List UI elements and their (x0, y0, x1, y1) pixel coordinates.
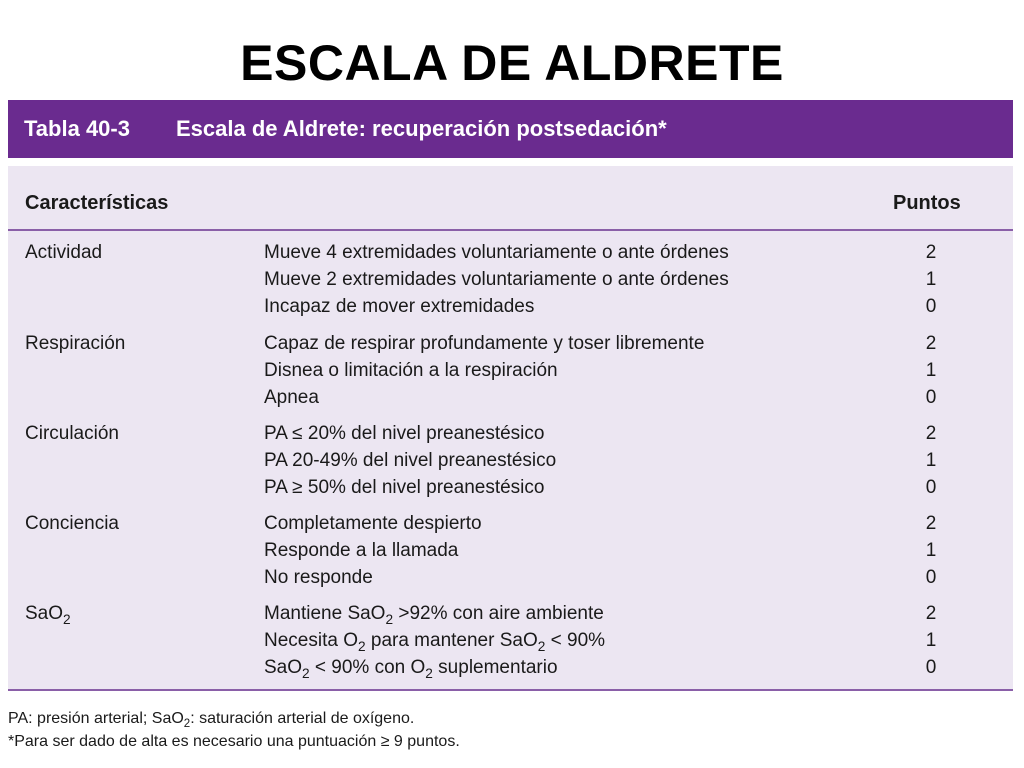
row-category: Circulación (25, 423, 119, 444)
criterion-description: Apnea (264, 387, 319, 408)
caption-divider (8, 158, 1013, 166)
footnote-abbreviations: PA: presión arterial; SaO$_2$: saturación arterial de oxígeno. (8, 710, 415, 731)
criterion-points: 0 (925, 387, 937, 408)
table-bottom-rule (8, 689, 1013, 691)
criterion-description: Incapaz de mover extremidades (264, 296, 535, 317)
header-rule (8, 229, 1013, 231)
footnote-discharge: *Para ser dado de alta es necesario una puntuación ≥ 9 puntos. (8, 733, 460, 750)
criterion-points: 2 (925, 242, 937, 263)
criterion-points: 2 (925, 423, 937, 444)
slide-title: ESCALA DE ALDRETE (240, 35, 784, 91)
criterion-points: 2 (925, 603, 937, 624)
criterion-points: 0 (925, 657, 937, 678)
row-category: Respiración (25, 333, 126, 354)
row-category: Conciencia (25, 513, 119, 534)
criterion-points: 0 (925, 567, 937, 588)
row-category: SaO$_2$ (25, 603, 71, 627)
table-caption-bar (8, 100, 1013, 158)
column-header-points: Puntos (893, 192, 961, 214)
criterion-description: Mueve 4 extremidades voluntariamente o ante órdenes (264, 242, 729, 263)
criterion-points: 2 (925, 513, 937, 534)
table-caption: Escala de Aldrete: recuperación postsedación* (176, 116, 667, 141)
criterion-description: PA ≥ 50% del nivel preanestésico (264, 477, 545, 498)
criterion-points: 1 (925, 269, 937, 290)
criterion-description: Capaz de respirar profundamente y toser libremente (264, 333, 705, 354)
criterion-description: PA 20-49% del nivel preanestésico (264, 450, 557, 471)
criterion-points: 0 (925, 296, 937, 317)
criterion-description: Mantiene SaO$_2$ >92% con aire ambiente (264, 603, 604, 627)
criterion-description: Completamente despierto (264, 513, 482, 534)
criterion-points: 1 (925, 360, 937, 381)
criterion-description: No responde (264, 567, 373, 588)
criterion-points: 1 (925, 540, 937, 561)
criterion-description: Disnea o limitación a la respiración (264, 360, 558, 381)
criterion-points: 0 (925, 477, 937, 498)
row-category: Actividad (25, 242, 103, 263)
criterion-description: SaO$_2$ < 90% con $O_2$ suplementario (264, 657, 558, 681)
footnotes (8, 707, 460, 753)
criterion-description: Necesita $O_2$ para mantener SaO$_2$ < 90% (264, 630, 606, 654)
criterion-description: PA ≤ 20% del nivel preanestésico (264, 423, 545, 444)
criterion-points: 1 (925, 630, 937, 651)
table-number: Tabla 40-3 (24, 116, 130, 141)
criterion-description: Responde a la llamada (264, 540, 459, 561)
criterion-description: Mueve 2 extremidades voluntariamente o ante órdenes (264, 269, 729, 290)
column-header-characteristics: Características (25, 192, 169, 214)
criterion-points: 1 (925, 450, 937, 471)
criterion-points: 2 (925, 333, 937, 354)
